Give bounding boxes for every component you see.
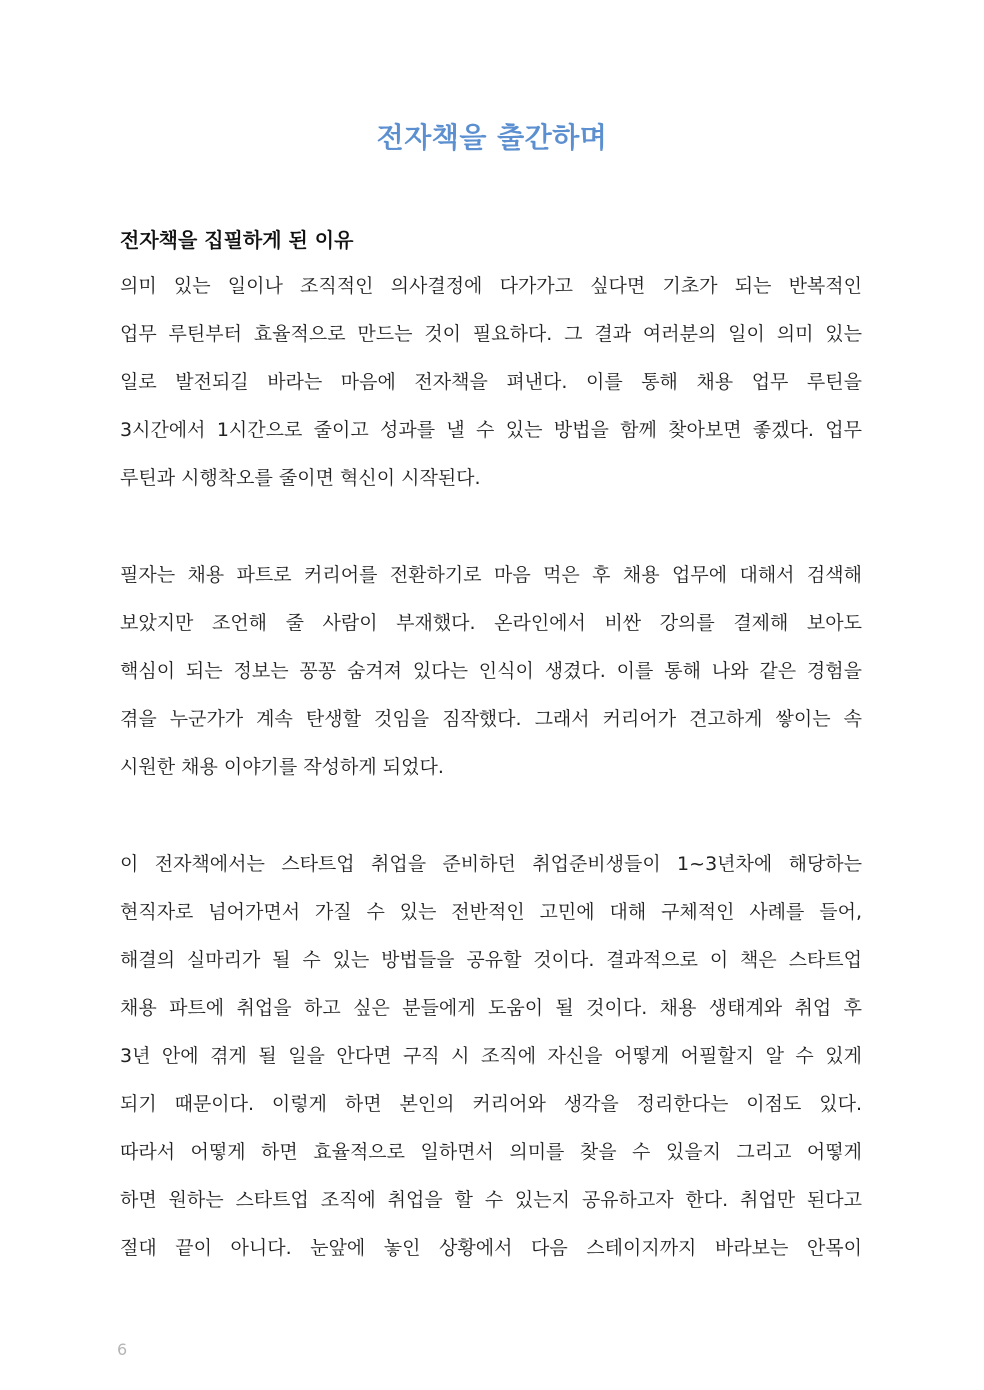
paragraph-line: 보았지만 조언해 줄 사람이 부재했다. 온라인에서 비싼 강의를 결제해 보아도	[120, 612, 862, 634]
paragraph-line: 따라서 어떻게 하면 효율적으로 일하면서 의미를 찾을 수 있을지 그리고 어떻게	[120, 1141, 862, 1163]
paragraph-line: 현직자로 넘어가면서 가질 수 있는 전반적인 고민에 대해 구체적인 사례를 들어,	[120, 901, 862, 923]
paragraph-line: 절대 끝이 아니다. 눈앞에 놓인 상황에서 다음 스테이지까지 바라보는 안목이	[120, 1237, 862, 1259]
paragraph-line: 의미 있는 일이나 조직적인 의사결정에 다가가고 싶다면 기초가 되는 반복적인	[120, 275, 862, 297]
paragraph-line: 시원한 채용 이야기를 작성하게 되었다.	[120, 756, 444, 778]
paragraph-line: 하면 원하는 스타트업 조직에 취업을 할 수 있는지 공유하고자 한다. 취업만 된다고	[120, 1189, 862, 1211]
paragraph-line: 겪을 누군가가 계속 탄생할 것임을 짐작했다. 그래서 커리어가 견고하게 쌓이는 속	[120, 708, 862, 730]
paragraph-line: 3시간에서 1시간으로 줄이고 성과를 낼 수 있는 방법을 함께 찾아보면 좋겠다. 업무	[120, 419, 862, 441]
paragraph-line: 3년 안에 겪게 될 일을 안다면 구직 시 조직에 자신을 어떻게 어필할지 알 수 있게	[120, 1045, 862, 1067]
paragraph-line: 핵심이 되는 정보는 꽁꽁 숨겨져 있다는 인식이 생겼다. 이를 통해 나와 같은 경험을	[120, 660, 862, 682]
paragraph-line: 루틴과 시행착오를 줄이면 혁신이 시작된다.	[120, 467, 481, 489]
paragraph-line: 되기 때문이다. 이렇게 하면 본인의 커리어와 생각을 정리한다는 이점도 있다.	[120, 1093, 862, 1115]
paragraph-line: 필자는 채용 파트로 커리어를 전환하기로 마음 먹은 후 채용 업무에 대해서 검색해	[120, 564, 862, 586]
paragraph-line: 일로 발전되길 바라는 마음에 전자책을 펴낸다. 이를 통해 채용 업무 루틴을	[120, 371, 862, 393]
paragraph-3	[120, 840, 862, 1272]
paragraph-line: 해결의 실마리가 될 수 있는 방법들을 공유할 것이다. 결과적으로 이 책은 스타트업	[120, 949, 862, 971]
paragraph-line: 업무 루틴부터 효율적으로 만드는 것이 필요하다. 그 결과 여러분의 일이 의미 있는	[120, 323, 862, 345]
page-number: 6	[117, 1340, 128, 1359]
paragraph-line: 이 전자책에서는 스타트업 취업을 준비하던 취업준비생들이 1~3년차에 해당하는	[120, 853, 862, 875]
paragraph-2	[120, 551, 862, 791]
document-title: 전자책을 출간하며	[376, 121, 608, 154]
section-heading: 전자책을 집필하게 된 이유	[120, 228, 354, 252]
paragraph-line: 채용 파트에 취업을 하고 싶은 분들에게 도움이 될 것이다. 채용 생태계와 취업 후	[120, 997, 863, 1019]
paragraph-1	[120, 262, 862, 502]
